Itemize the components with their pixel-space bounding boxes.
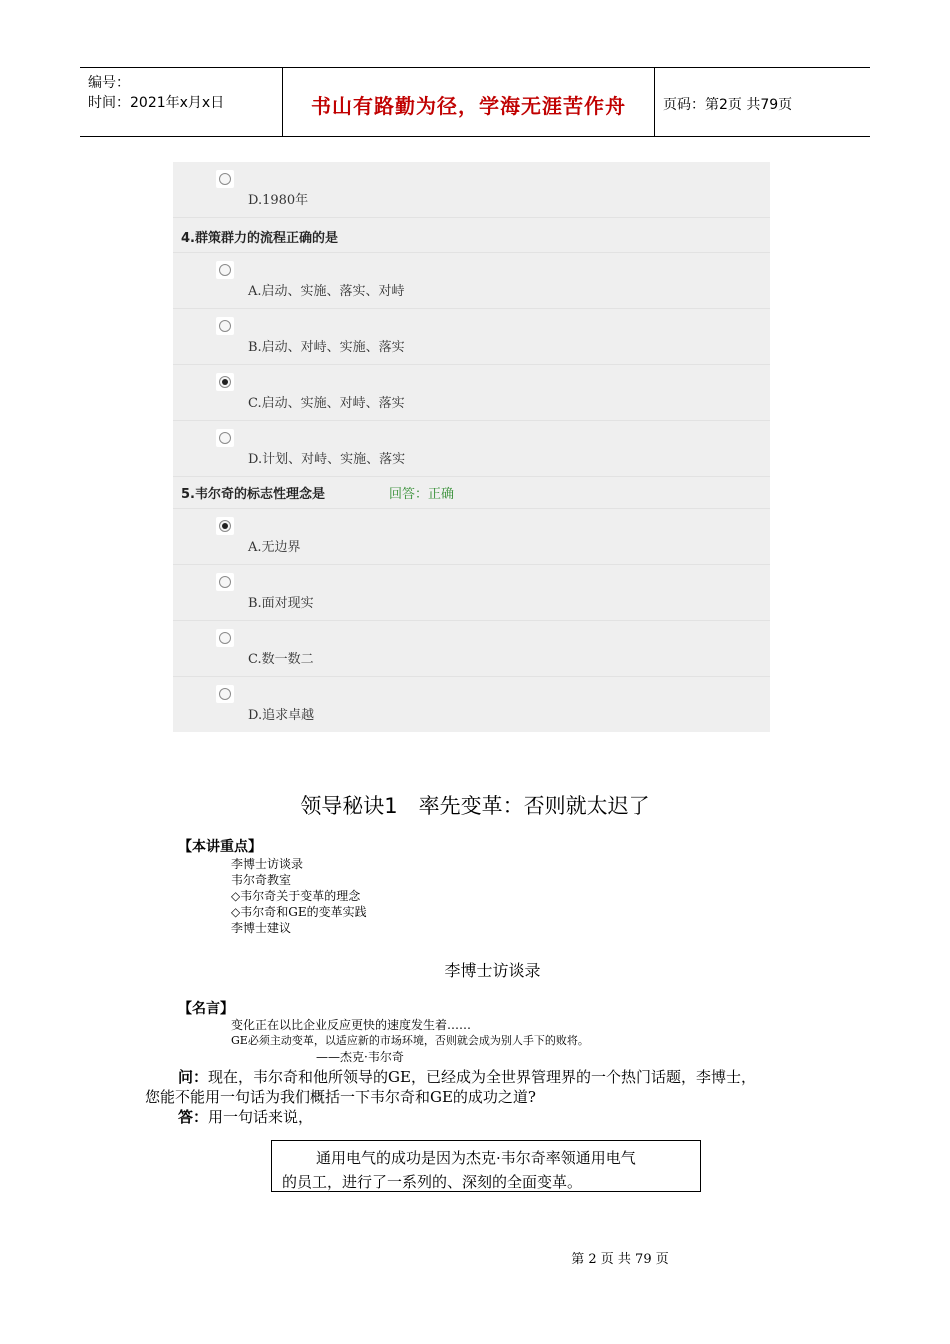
radio-button-selected[interactable]: [216, 373, 234, 391]
header-info-cell: [80, 68, 283, 136]
focus-item: ◇韦尔奇和GE的变革实践: [231, 905, 367, 919]
interview-title: 李博士访谈录: [444, 961, 541, 980]
focus-item: 李博士访谈录: [231, 857, 304, 871]
quiz-option-q5-d[interactable]: [173, 677, 770, 732]
focus-heading: 【本讲重点】: [178, 839, 262, 855]
radio-button[interactable]: [216, 573, 234, 591]
answer-label: 答：: [178, 1108, 209, 1126]
quote-line: GE必须主动变革，以适应新的市场环境，否则就会成为别人手下的败将。: [231, 1034, 589, 1047]
question-paragraph-line1: [178, 1066, 756, 1087]
answer-status: 回答：正确: [389, 487, 455, 502]
radio-button-selected[interactable]: [216, 517, 234, 535]
option-label: C.数一数二: [248, 652, 314, 667]
option-label: B.面对现实: [248, 596, 314, 611]
quiz-panel: [173, 162, 770, 732]
option-label: D.追求卓越: [248, 708, 315, 723]
focus-item: ◇韦尔奇关于变革的理念: [231, 889, 361, 903]
quote-author: ——杰克·韦尔奇: [316, 1050, 404, 1064]
question-paragraph-line2: 您能不能用一句话为我们概括一下韦尔奇和GE的成功之道?: [145, 1088, 536, 1106]
quiz-option-q4-a[interactable]: [173, 253, 770, 309]
option-label: A.无边界: [248, 540, 301, 555]
radio-button[interactable]: [216, 629, 234, 647]
doc-id-label: 编号：: [88, 75, 130, 91]
quiz-option-q4-d[interactable]: [173, 421, 770, 477]
quiz-option-q5-b[interactable]: [173, 565, 770, 621]
page-footer: 第 2 页 共 79 页: [571, 1252, 669, 1267]
answer-text: 用一句话来说，: [208, 1108, 314, 1126]
quiz-option-q4-c[interactable]: [173, 365, 770, 421]
question-5: [173, 474, 770, 509]
radio-selected-dot-icon: [222, 523, 228, 529]
radio-circle-icon: [219, 432, 231, 444]
highlight-line1: 通用电气的成功是因为杰克·韦尔奇率领通用电气: [316, 1149, 636, 1167]
quiz-option-q3-d[interactable]: [173, 162, 770, 218]
option-label: B.启动、对峙、实施、落实: [248, 340, 405, 355]
quote-line: 变化正在以比企业反应更快的速度发生着……: [231, 1018, 472, 1032]
quiz-option-q5-a[interactable]: [173, 509, 770, 565]
radio-circle-icon: [219, 173, 231, 185]
radio-button[interactable]: [216, 170, 234, 188]
option-label: C.启动、实施、对峙、落实: [248, 396, 405, 411]
doc-time-label: 时间：2021年x月x日: [88, 95, 225, 111]
lesson-title: 领导秘诀1 率先变革：否则就太迟了: [300, 794, 650, 818]
highlight-line2: 的员工，进行了一系列的、深刻的全面变革。: [282, 1173, 583, 1191]
radio-button[interactable]: [216, 261, 234, 279]
question-text: 5.韦尔奇的标志性理念是: [181, 487, 325, 502]
radio-circle-icon: [219, 688, 231, 700]
header-motto-cell: [283, 68, 655, 136]
page-header-table: [80, 67, 870, 137]
radio-circle-icon: [219, 632, 231, 644]
header-motto: 书山有路勤为径，学海无涯苦作舟: [311, 94, 626, 118]
answer-paragraph: [178, 1106, 313, 1127]
focus-item: 韦尔奇教室: [231, 873, 292, 887]
quiz-option-q5-c[interactable]: [173, 621, 770, 677]
radio-circle-icon: [219, 576, 231, 588]
header-page-number: 页码：第2页 共79页: [663, 97, 793, 113]
question-4: [173, 218, 770, 253]
question-label: 问：: [178, 1068, 209, 1086]
focus-item: 李博士建议: [231, 921, 292, 935]
radio-button[interactable]: [216, 429, 234, 447]
quiz-option-q4-b[interactable]: [173, 309, 770, 365]
question-text: 现在，韦尔奇和他所领导的GE，已经成为全世界管理界的一个热门话题，李博士，: [208, 1068, 756, 1086]
radio-selected-dot-icon: [222, 379, 228, 385]
radio-button[interactable]: [216, 317, 234, 335]
radio-button[interactable]: [216, 685, 234, 703]
question-text: 4.群策群力的流程正确的是: [181, 231, 338, 246]
header-page-cell: [655, 68, 870, 136]
option-label: D.1980年: [248, 193, 309, 208]
option-label: A.启动、实施、落实、对峙: [248, 284, 405, 299]
radio-circle-icon: [219, 264, 231, 276]
quote-heading: 【名言】: [178, 1001, 234, 1017]
highlight-box: [271, 1140, 701, 1192]
option-label: D.计划、对峙、实施、落实: [248, 452, 406, 467]
radio-circle-icon: [219, 320, 231, 332]
